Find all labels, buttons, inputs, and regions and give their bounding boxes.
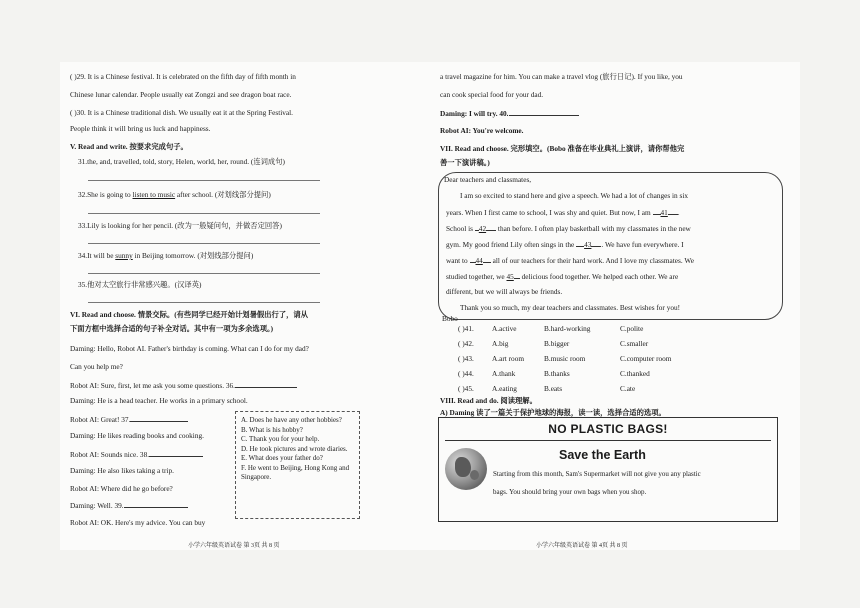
- dialogue-line-1: Daming: Hello, Robot AI. Father's birthday is coming. What can I do for my dad?: [70, 344, 309, 353]
- question-32: 32.She is going to listen to music after school. (对划线部分提问): [78, 190, 271, 199]
- choice-42-a[interactable]: A.big: [492, 339, 509, 348]
- choice-42-b[interactable]: B.bigger: [544, 339, 570, 348]
- answer-line-31[interactable]: [88, 180, 320, 181]
- blank-44[interactable]: 44: [475, 256, 483, 265]
- answer-line-33[interactable]: [88, 243, 320, 244]
- speech-greeting: Dear teachers and classmates,: [444, 175, 532, 184]
- question-29-cont: Chinese lunar calendar. People usually eat Zongzi and see dragon boat race.: [70, 90, 292, 99]
- question-30: ( )30. It is a Chinese traditional dish. We usually eat it at the Spring Festival.: [70, 108, 294, 117]
- blank-37[interactable]: [130, 414, 188, 422]
- blank-41[interactable]: 41: [660, 208, 668, 217]
- answer-line-34[interactable]: [88, 273, 320, 274]
- dialogue-line-8: Robot AI: Where did he go before?: [70, 484, 173, 493]
- choice-43-c[interactable]: C.computer room: [620, 354, 672, 363]
- dialogue-line-12: Daming: I will try. 40.: [440, 108, 579, 118]
- answer-line-32[interactable]: [88, 213, 320, 214]
- speech-line-1: I am so excited to stand here and give a speech. We had a lot of changes in six: [460, 191, 689, 200]
- poster-subtitle: Save the Earth: [559, 448, 646, 462]
- speech-signature: Bobo: [442, 314, 458, 323]
- dialogue-line-6: Robot AI: Sounds nice. 38.: [70, 449, 203, 459]
- choice-41-a[interactable]: A.active: [492, 324, 517, 333]
- blank-39[interactable]: [124, 500, 188, 508]
- page-footer-left: 小学六年级英语试卷 第 3页 共 8 页: [188, 543, 280, 549]
- section-8-heading: VIII. Read and do. 阅读理解。: [440, 396, 537, 405]
- exam-sheet: [60, 62, 800, 550]
- choice-44-a[interactable]: A.thank: [492, 369, 516, 378]
- choice-row-41: ( )41.: [458, 324, 474, 333]
- choice-45-b[interactable]: B.eats: [544, 384, 563, 393]
- choice-row-44: ( )44.: [458, 369, 474, 378]
- choice-41-c[interactable]: C.polite: [620, 324, 644, 333]
- earth-globe-icon: [445, 448, 487, 490]
- section-6-instructions: 下面方框中选择合适的句子补全对话。其中有一项为多余选项。): [70, 324, 274, 333]
- left-page: [70, 62, 415, 550]
- choice-43-b[interactable]: B.music room: [544, 354, 586, 363]
- dialogue-line-4: Robot AI: Great! 37.: [70, 414, 188, 424]
- right-page: [440, 62, 800, 550]
- blank-43[interactable]: 43: [584, 240, 592, 249]
- option-b: B. What is his hobby?: [241, 425, 303, 434]
- dialogue-line-1-cont: Can you help me?: [70, 362, 123, 371]
- dialogue-line-2: Robot AI: Sure, first, let me ask you some questions. 36.: [70, 380, 297, 390]
- choice-row-45: ( )45.: [458, 384, 474, 393]
- option-f: F. He went to Beijing, Hong Kong and Singapore.: [241, 463, 350, 481]
- question-31: 31.the, and, travelled, told, story, Helen, world, her, round. (连词成句): [78, 157, 285, 166]
- option-c: C. Thank you for your help.: [241, 435, 320, 443]
- question-34: 34.It will be sunny in Beijing tomorrow. (对划线部分提问): [78, 251, 254, 260]
- blank-36[interactable]: [235, 380, 297, 388]
- option-box: [235, 411, 360, 519]
- question-29: ( )29. It is a Chinese festival. It is celebrated on the fifth day of fifth month in: [70, 72, 296, 81]
- speech-line-3: School is 42 than before. I often play basketball with my classmates in the new: [446, 224, 691, 233]
- poster-text-1: Starting from this month, Sam's Supermarket will not give you any plastic: [493, 470, 701, 478]
- choice-45-a[interactable]: A.eating: [492, 384, 517, 393]
- section-7-instructions: 善一下演讲稿。): [440, 158, 490, 167]
- section-8a-instructions: A) Daming 读了一篇关于保护地球的海报，读一读，选择合适的选项。: [440, 408, 666, 417]
- section-7-heading: VII. Read and choose. 完形填空。(Bobo 准备在毕业典礼上演讲，请你帮他完: [440, 144, 685, 153]
- poster-title: NO PLASTIC BAGS!: [548, 422, 668, 436]
- speech-line-2: years. When I first came to school, I was shy and quiet. But now, I am 41 .: [446, 208, 680, 217]
- question-33: 33.Lily is looking for her pencil. (改为一般疑问句，并做否定回答): [78, 221, 282, 230]
- choice-row-43: ( )43.: [458, 354, 474, 363]
- dialogue-line-11-cont: can cook special food for your dad.: [440, 90, 544, 99]
- page-footer-right: 小学六年级英语试卷 第 4页 共 8 页: [536, 543, 628, 549]
- speech-line-7: different, but we will always be friends.: [446, 287, 563, 296]
- poster-divider: [445, 440, 771, 441]
- dialogue-line-10: Robot AI: OK. Here's my advice. You can buy: [70, 518, 206, 527]
- dialogue-line-3: Daming: He is a head teacher. He works in a primary school.: [70, 396, 248, 405]
- choice-43-a[interactable]: A.art room: [492, 354, 525, 363]
- speech-line-5: want to 44 all of our teachers for their hard work. And I love my classmates. We: [446, 256, 694, 265]
- choice-41-b[interactable]: B.hard-working: [544, 324, 591, 333]
- choice-42-c[interactable]: C.smaller: [620, 339, 649, 348]
- choice-45-c[interactable]: C.ate: [620, 384, 636, 393]
- question-35: 35.他对太空旅行非常感兴趣。(汉译英): [78, 280, 202, 289]
- blank-40[interactable]: [509, 108, 579, 116]
- blank-38[interactable]: [149, 449, 203, 457]
- option-d: D. He took pictures and wrote diaries.: [241, 444, 348, 453]
- answer-line-35[interactable]: [88, 302, 320, 303]
- choice-row-42: ( )42.: [458, 339, 474, 348]
- dialogue-line-7: Daming: He also likes taking a trip.: [70, 466, 174, 475]
- dialogue-line-13: Robot AI: You're welcome.: [440, 126, 524, 135]
- dialogue-line-5: Daming: He likes reading books and cooking.: [70, 431, 204, 440]
- dialogue-line-11: a travel magazine for him. You can make a travel vlog (旅行日记). If you like, you: [440, 72, 683, 81]
- speech-line-8: Thank you so much, my dear teachers and classmates. Best wishes for you!: [460, 303, 681, 312]
- dialogue-line-9: Daming: Well. 39.: [70, 500, 188, 510]
- section-5-heading: V. Read and write. 按要求完成句子。: [70, 142, 188, 151]
- option-e: E. What does your father do?: [241, 454, 323, 462]
- question-30-cont: People think it will bring us luck and happiness.: [70, 124, 211, 133]
- poster-text-2: bags. You should bring your own bags when you shop.: [493, 488, 647, 496]
- choice-44-b[interactable]: B.thanks: [544, 369, 570, 378]
- blank-45[interactable]: 45: [506, 272, 514, 281]
- section-6-heading: VI. Read and choose. 情景交际。(有些同学已经开始计划暑假出行了，请从: [70, 310, 308, 319]
- poster: [438, 417, 778, 522]
- choice-44-c[interactable]: C.thanked: [620, 369, 650, 378]
- blank-42[interactable]: 42: [478, 224, 487, 233]
- option-a: A. Does he have any other hobbies?: [241, 416, 342, 424]
- speech-line-6: studied together, we 45 delicious food together. We helped each other. We are: [446, 272, 679, 281]
- speech-line-4: gym. My good friend Lily often sings in the 43 . We have fun everywhere. I: [446, 240, 684, 249]
